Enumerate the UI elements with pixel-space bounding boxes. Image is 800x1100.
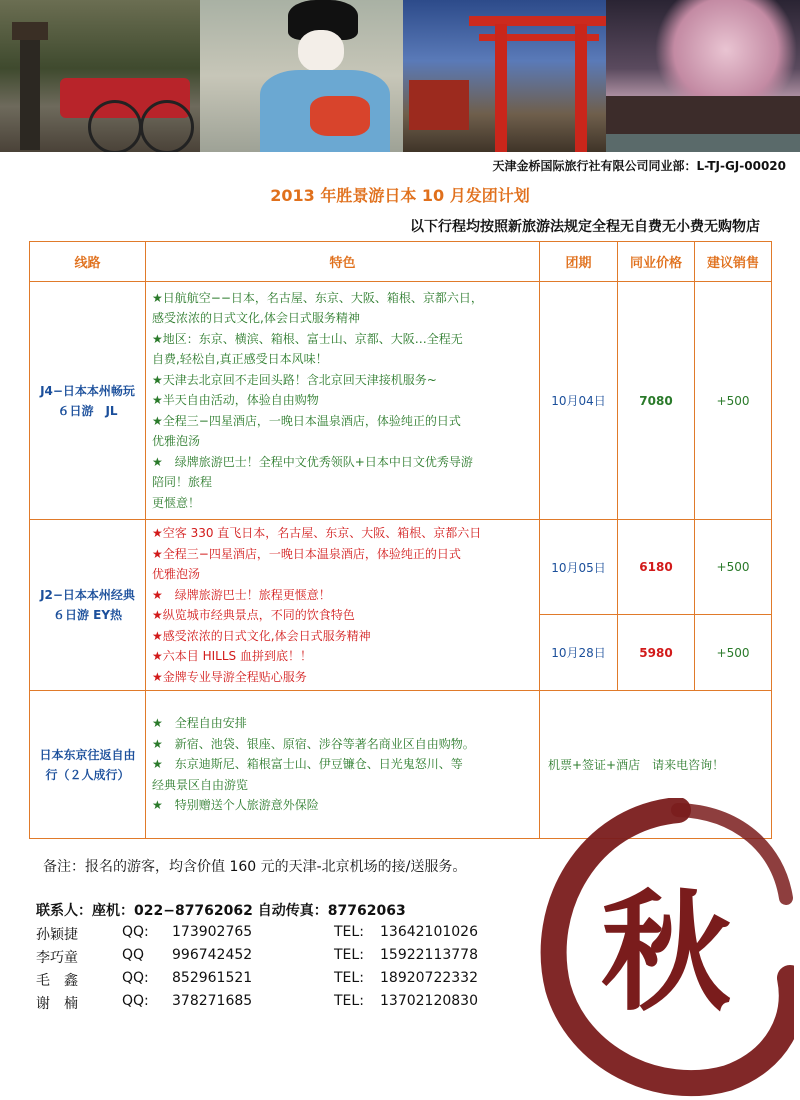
feature-line: 自费,轻松自,真正感受日本风味！ xyxy=(152,352,328,367)
trade-price: 7080 xyxy=(618,282,695,520)
feature-line: ★ 新宿、池袋、银座、原宿、涉谷等著名商业区自由购物。 xyxy=(152,736,475,751)
header-route: 线路 xyxy=(30,242,146,282)
photo-banner xyxy=(0,0,800,152)
photo-cherry-blossom xyxy=(606,0,800,152)
table-row xyxy=(30,520,772,615)
route-name: 日本东京往返自由行（２人成行） xyxy=(30,691,146,839)
qq-number: 996742452 xyxy=(172,947,253,963)
table-row xyxy=(30,282,772,520)
tel-label: TEL: xyxy=(334,993,364,1009)
route-name: J4−日本本州畅玩６日游 JL xyxy=(30,282,146,520)
contact-name: 孙颖捷 xyxy=(36,927,78,943)
qq-label: QQ: xyxy=(122,993,149,1009)
departure-date: 10月04日 xyxy=(540,282,618,520)
company-license: 天津金桥国际旅行社有限公司同业部：L-TJ-GJ-00020 xyxy=(492,159,786,173)
departure-date: 10月28日 xyxy=(540,615,618,691)
departure-date: 10月05日 xyxy=(540,520,618,615)
feature-line: 优雅泡汤 xyxy=(152,567,201,581)
feature-list xyxy=(146,691,540,839)
feature-line: ★ 绿牌旅游巴士！旅程更惬意！ xyxy=(152,587,331,602)
qq-number: 173902765 xyxy=(172,924,253,940)
feature-line: ★金牌专业导游全程贴心服务 xyxy=(152,669,307,684)
tel-number: 18920722332 xyxy=(380,970,478,986)
feature-line: ★地区：东京、横滨、箱根、富士山、京都、大阪…全程无 xyxy=(152,331,463,346)
contact-name: 谢 楠 xyxy=(36,996,78,1012)
tel-number: 13702120830 xyxy=(380,993,478,1009)
suggested-price: +500 xyxy=(695,615,772,691)
qq-label: QQ xyxy=(122,947,145,963)
inquiry-info: 机票+签证+酒店 请来电咨询！ xyxy=(540,691,772,839)
feature-line: 感受浓浓的日式文化,体会日式服务精神 xyxy=(152,311,360,326)
feature-line: ★半天自由活动，体验自由购物 xyxy=(152,393,319,408)
suggested-price: +500 xyxy=(695,282,772,520)
remark-note: 备注：报名的游客，均含价值 160 元的天津-北京机场的接/送服务。 xyxy=(43,859,467,875)
feature-list xyxy=(146,282,540,520)
contact-name: 李巧童 xyxy=(36,950,78,966)
feature-line: ★全程三−四星酒店，一晚日本温泉酒店，体验纯正的日式 xyxy=(152,546,461,561)
feature-line: ★空客 330 直飞日本，名古屋、东京、大阪、箱根、京都六日 xyxy=(152,526,482,540)
contact-name: 毛 鑫 xyxy=(36,973,78,989)
feature-line: ★日航航空−−日本，名古屋、东京、大阪、箱根、京都六日， xyxy=(152,290,483,305)
feature-line: ★ 特别赠送个人旅游意外保险 xyxy=(152,798,319,813)
feature-line: 优雅泡汤 xyxy=(152,434,201,449)
feature-line: ★ 绿牌旅游巴士！全程中文优秀领队+日本中日文优秀导游 xyxy=(152,454,473,469)
trade-price: 6180 xyxy=(618,520,695,615)
tel-number: 15922113778 xyxy=(380,947,478,963)
seal-character: 秋 xyxy=(600,876,732,1029)
feature-line: ★六本目 HILLS 血拼到底！！ xyxy=(152,649,312,663)
tour-plan-table xyxy=(29,241,772,839)
header-date: 团期 xyxy=(540,242,618,282)
page-subtitle: 以下行程均按照新旅游法规定全程无自费无小费无购物店 xyxy=(410,219,760,235)
photo-rickshaws xyxy=(0,0,200,152)
autumn-seal-emblem xyxy=(528,798,794,1098)
tel-label: TEL: xyxy=(334,970,364,986)
qq-number: 378271685 xyxy=(172,993,253,1009)
trade-price: 5980 xyxy=(618,615,695,691)
feature-line: ★ 全程自由安排 xyxy=(152,716,247,731)
route-name: J2−日本本州经典６日游 EY热 xyxy=(30,520,146,691)
qq-label: QQ: xyxy=(122,970,149,986)
header-suggested-price: 建议销售 xyxy=(695,242,772,282)
photo-torii xyxy=(403,0,606,152)
header-features: 特色 xyxy=(146,242,540,282)
feature-line: ★感受浓浓的日式文化,体会日式服务精神 xyxy=(152,628,371,643)
feature-line: ★天津去北京回不走回头路！含北京回天津接机服务~ xyxy=(152,372,437,387)
feature-line: 经典景区自由游览 xyxy=(152,777,249,792)
feature-list xyxy=(146,520,540,691)
photo-geisha xyxy=(200,0,403,152)
table-header-row xyxy=(30,242,772,282)
feature-line: ★ 东京迪斯尼、箱根富士山、伊豆镰仓、日光鬼怒川、等 xyxy=(152,757,463,772)
tel-label: TEL: xyxy=(334,924,364,940)
page-title: 2013 年胜景游日本 10 月发团计划 xyxy=(270,186,530,205)
feature-line: ★全程三−四星酒店，一晚日本温泉酒店，体验纯正的日式 xyxy=(152,413,461,428)
feature-line: ★纵览城市经典景点，不同的饮食特色 xyxy=(152,608,355,622)
contact-header: 联系人：座机：022−87762062 自动传真：87762063 xyxy=(36,903,406,919)
qq-label: QQ: xyxy=(122,924,149,940)
header-trade-price: 同业价格 xyxy=(618,242,695,282)
tel-label: TEL: xyxy=(334,947,364,963)
tel-number: 13642101026 xyxy=(380,924,478,940)
feature-line: 陪同！旅程 xyxy=(152,475,213,490)
feature-line: 更惬意！ xyxy=(152,495,201,510)
qq-number: 852961521 xyxy=(172,970,253,986)
suggested-price: +500 xyxy=(695,520,772,615)
